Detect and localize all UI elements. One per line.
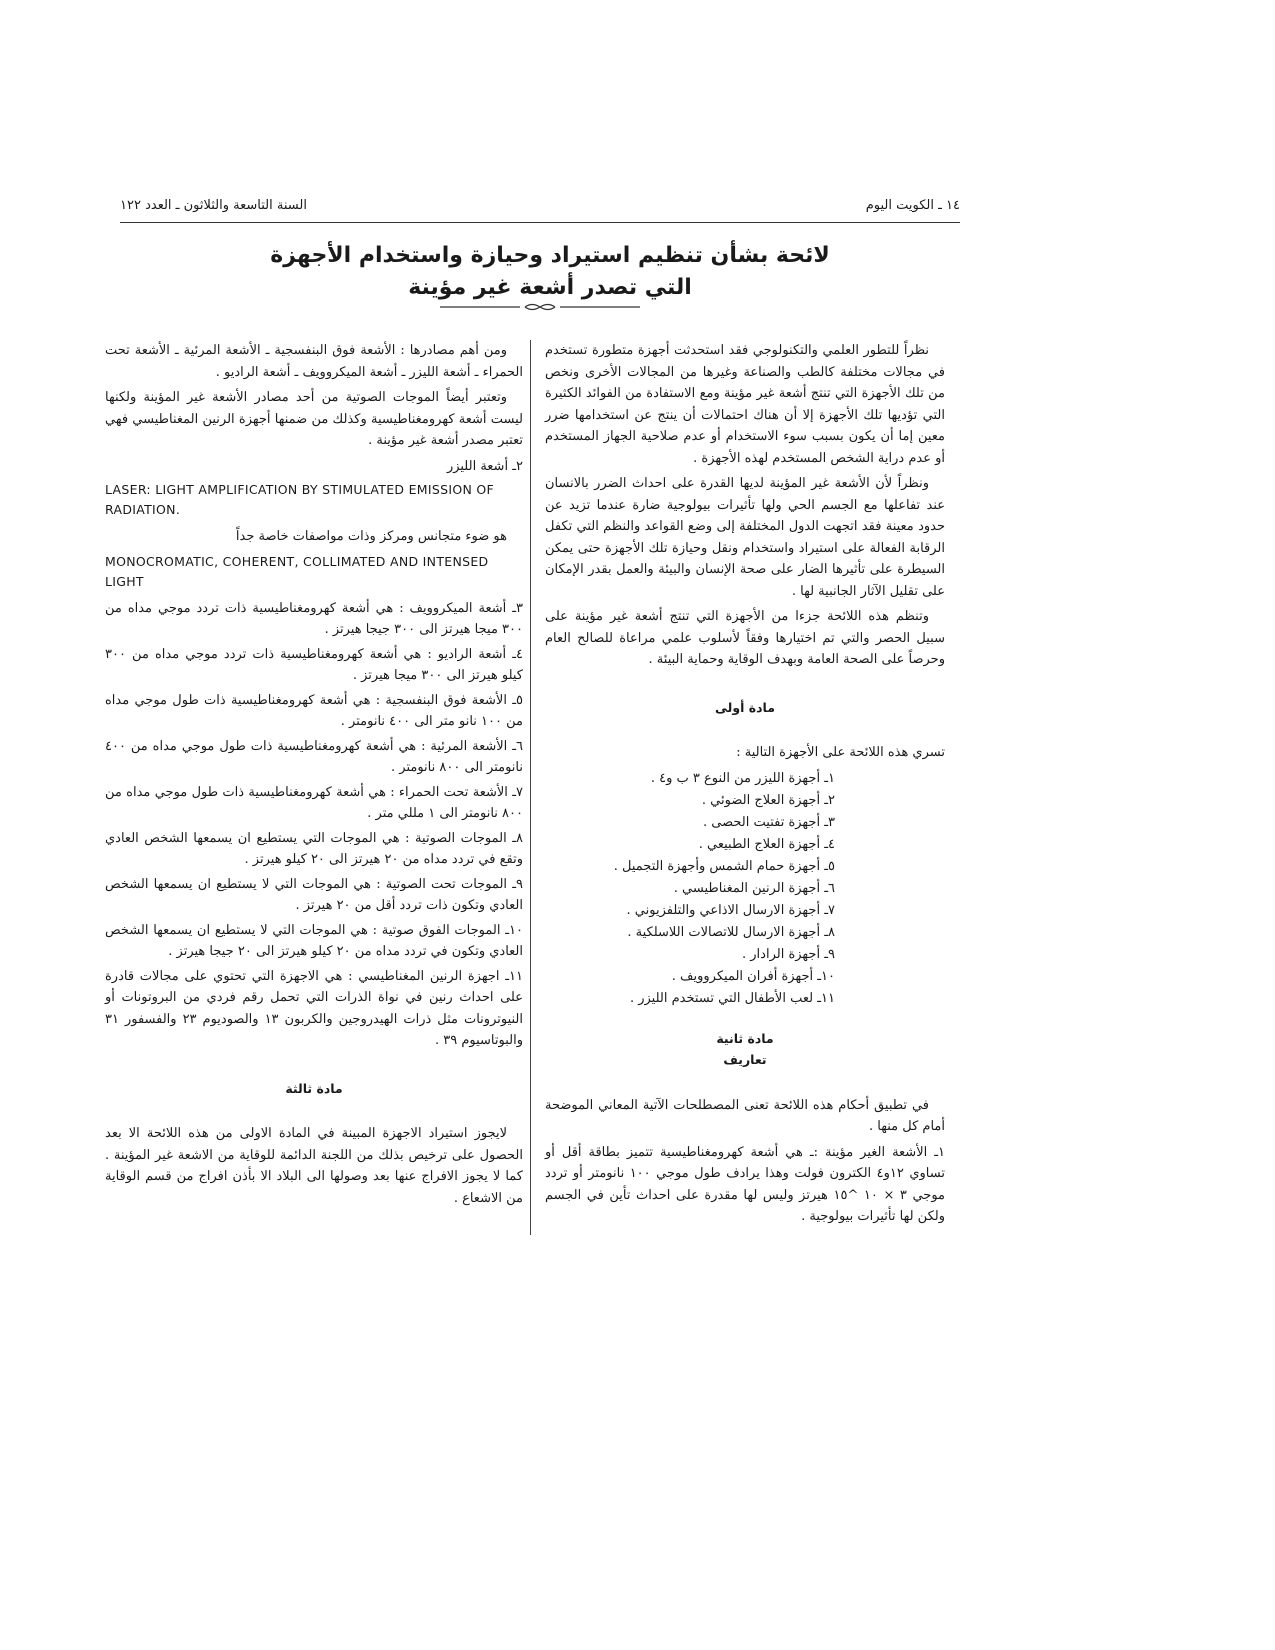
list-item: ٩ـ أجهزة الرادار . bbox=[742, 946, 835, 962]
list-item: ٧ـ أجهزة الارسال الاذاعي والتلفزيوني . bbox=[626, 902, 835, 918]
list-item: ٤ـ أجهزة العلاج الطبيعي . bbox=[698, 836, 835, 852]
definition-item: ٣ـ أشعة الميكروويف : هي أشعة كهرومغناطيسية ذات تردد موجي مداه من ٣٠٠ ميجا هيرتز الى ٣٠٠ جيجا هيرتز . bbox=[105, 600, 523, 637]
definition-item: ٦ـ الأشعة المرئية : هي أشعة كهرومغناطيسية ذات طول موجي مداه من ٤٠٠ نانومتر الى ٨٠٠ نانومتر . bbox=[105, 738, 523, 775]
right-column bbox=[545, 340, 945, 1231]
laser-description: هو ضوء متجانس ومركز وذات مواصفات خاصة جداً bbox=[235, 529, 507, 544]
definition-item: ٩ـ الموجات تحت الصوتية : هي الموجات التي لا يستطيع ان يسمعها الشخص العادي وتكون ذات تردد أقل من ٢٠ هيرتز . bbox=[105, 876, 523, 913]
left-column bbox=[105, 340, 523, 1213]
article-1-intro: تسري هذه اللائحة على الأجهزة التالية : bbox=[736, 745, 945, 760]
header-issue-label: السنة التاسعة والثلاثون ـ العدد ١٢٢ bbox=[120, 198, 307, 213]
article-1-heading: مادة أولى bbox=[715, 699, 775, 715]
list-item: ٦ـ أجهزة الرنين المغناطيسي . bbox=[673, 880, 835, 896]
definition-item: ٨ـ الموجات الصوتية : هي الموجات التي يستطيع ان يسمعها الشخص العادي وتقع في تردد مداه من ٢٠ هيرتز الى ٢٠ كيلو هيرتز . bbox=[105, 830, 523, 867]
definition-item: ٥ـ الأشعة فوق البنفسجية : هي أشعة كهرومغناطيسية ذات طول موجي مداه من ١٠٠ نانو متر الى ٤٠٠ نانومتر . bbox=[105, 692, 523, 729]
list-item: ٣ـ أجهزة تفتيت الحصى . bbox=[703, 814, 835, 830]
definition-item: ٧ـ الأشعة تحت الحمراء : هي أشعة كهرومغناطيسية ذات طول موجي مداه من ٨٠٠ نانومتر الى ١ مللي متر . bbox=[105, 784, 523, 821]
sources-paragraph: ومن أهم مصادرها : الأشعة فوق البنفسجية ـ الأشعة المرئية ـ الأشعة تحت الحمراء ـ أشعة الليزر ـ أشعة الميكروويف ـ أشعة الراديو . bbox=[105, 343, 523, 380]
article-2-subheading: تعاريف bbox=[723, 1052, 767, 1067]
article-2-intro: في تطبيق أحكام هذه اللائحة تعنى المصطلحات الآتية المعاني الموضحة أمام كل منها . bbox=[545, 1097, 945, 1134]
laser-acronym-en: LASER: LIGHT AMPLIFICATION BY STIMULATED EMISSION OF RADIATION. bbox=[105, 482, 495, 517]
list-item: ١١ـ لعب الأطفال التي تستخدم الليزر . bbox=[629, 990, 835, 1006]
laser-properties-en: MONOCROMATIC, COHERENT, COLLIMATED AND INTENSED LIGHT bbox=[105, 553, 489, 589]
column-divider bbox=[530, 340, 531, 1235]
title-ornament-divider bbox=[440, 302, 640, 312]
list-item: ٢ـ أجهزة العلاج الضوئي . bbox=[701, 792, 835, 808]
article-3-heading: مادة ثالثة bbox=[285, 1080, 343, 1096]
intro-paragraph-2: ونظراً لأن الأشعة غير المؤينة لديها القدرة على احداث الضرر بالانسان عند تفاعلها مع الجسم الحي ولها تأثيرات بيولوجية ضارة عندما تزيد عن حدود معينة فقد اتجهت الدول المختلفة إلى وضع القواعد والنظم التي تكفل الرقابة الفعالة على استيراد واستخدام ونقل وحيازة تلك الأجهزة حتى يمكن السيطرة على تأثيرها الضار على صحة الإنسان والبيئة والعمل بقدر الإمكان على تقليل الآثار الجانبية لها . bbox=[545, 476, 945, 599]
list-item: ١ـ أجهزة الليزر من النوع ٣ ب و٤ . bbox=[650, 770, 835, 786]
definition-item: ٤ـ أشعة الراديو : هي أشعة كهرومغناطيسية ذات تردد موجي مداه من ٣٠٠ كيلو هيرتز الى ٣٠٠ ميجا هيرتز . bbox=[105, 646, 523, 683]
header-page-label: ١٤ ـ الكويت اليوم bbox=[865, 198, 960, 213]
intro-paragraph-3: وتنظم هذه اللائحة جزءا من الأجهزة التي تنتج أشعة غير مؤينة على سبيل الحصر والتي تم اختيارها وفقاً لأسلوب علمي مراعاة للصالح العام وحرصاً على الصحة العامة وبهدف الوقاية وحماية البيئة . bbox=[545, 609, 945, 667]
article-2-heading: مادة ثانية bbox=[716, 1030, 774, 1046]
running-header bbox=[120, 196, 960, 223]
definition-item: ١١ـ اجهزة الرنين المغناطيسي : هي الاجهزة التي تحتوي على مجالات قادرة على احداث رنين في نواة الذرات التي تحمل رقم فردي من البروتونات أو النيوترونات مثل ذرات الهيدروجين والكربون ١٣ والصوديوم ٢٣ والفسفور ٣١ والبوتاسيوم ٣٩ . bbox=[105, 968, 524, 1048]
title-line-1: لائحة بشأن تنظيم استيراد وحيازة واستخدام الأجهزة bbox=[270, 243, 830, 268]
intro-paragraph-1: نظراً للتطور العلمي والتكنولوجي فقد استحدثت أجهزة متطورة تستخدم في مجالات مختلفة كالطب والصناعة وغيرها من المجالات الأخرى ونخص من تلك الأجهزة التي تنتج أشعة غير مؤينة ومع الاستفادة من الفوائد الكثيرة التي تؤديها تلك الأجهزة إلا أن هناك احتمالات أن ينتج عن استخدامها ضرر معين إما أن يكون بسبب سوء الاستخدام أو عدم صلاحية الجهاز المستخدم أو عدم دراية الشخص المستخدم لهذه الأجهزة . bbox=[545, 343, 945, 466]
list-item: ٨ـ أجهزة الارسال للاتصالات اللاسلكية . bbox=[627, 924, 835, 940]
document-title bbox=[250, 240, 850, 304]
device-list bbox=[545, 768, 945, 1010]
laser-title: ٢ـ أشعة الليزر bbox=[446, 458, 523, 474]
ultrasound-paragraph: وتعتبر أيضاً الموجات الصوتية من أحد مصادر الأشعة غير المؤينة ولكنها ليست أشعة كهرومغناطيسية وكذلك من ضمنها أجهزة الرنين المغناطيسي فهي تعتبر مصدر أشعة غير مؤينة . bbox=[105, 390, 523, 448]
article-3-text: لايجوز استيراد الاجهزة المبينة في المادة الاولى من هذه اللائحة الا بعد الحصول على ترخيص بذلك من اللجنة الدائمة للوقاية من الاشعة غير المؤينة . كما لا يجوز الافراج عنها بعد وصولها الى البلاد الا بأذن افراج من قسم الوقاية من الاشعاع . bbox=[105, 1126, 523, 1206]
definition-non-ionizing: ١ـ الأشعة الغير مؤينة :ـ هي أشعة كهرومغناطيسية تتميز بطاقة أقل أو تساوي ١٢و٤ الكترون فولت وهذا يرادف طول موجي ١٠٠ نانومتر أو تردد موجي ٣ × ١٠ ^١٥ هيرتز وليس لها مقدرة على احداث تأين في الجسم ولكن لها تأثيرات بيولوجية . bbox=[545, 1144, 946, 1224]
list-item: ٥ـ أجهزة حمام الشمس وأجهزة التجميل . bbox=[613, 858, 835, 874]
title-line-2: التي تصدر أشعة غير مؤينة bbox=[408, 275, 692, 300]
definition-item: ١٠ـ الموجات الفوق صوتية : هي الموجات التي لا يستطيع ان يسمعها الشخص العادي وتكون في تردد مداه من ٢٠ كيلو هيرتز الى ٢٠ جيجا هيرتز . bbox=[105, 922, 523, 959]
list-item: ١٠ـ أجهزة أفران الميكروويف . bbox=[671, 968, 835, 984]
